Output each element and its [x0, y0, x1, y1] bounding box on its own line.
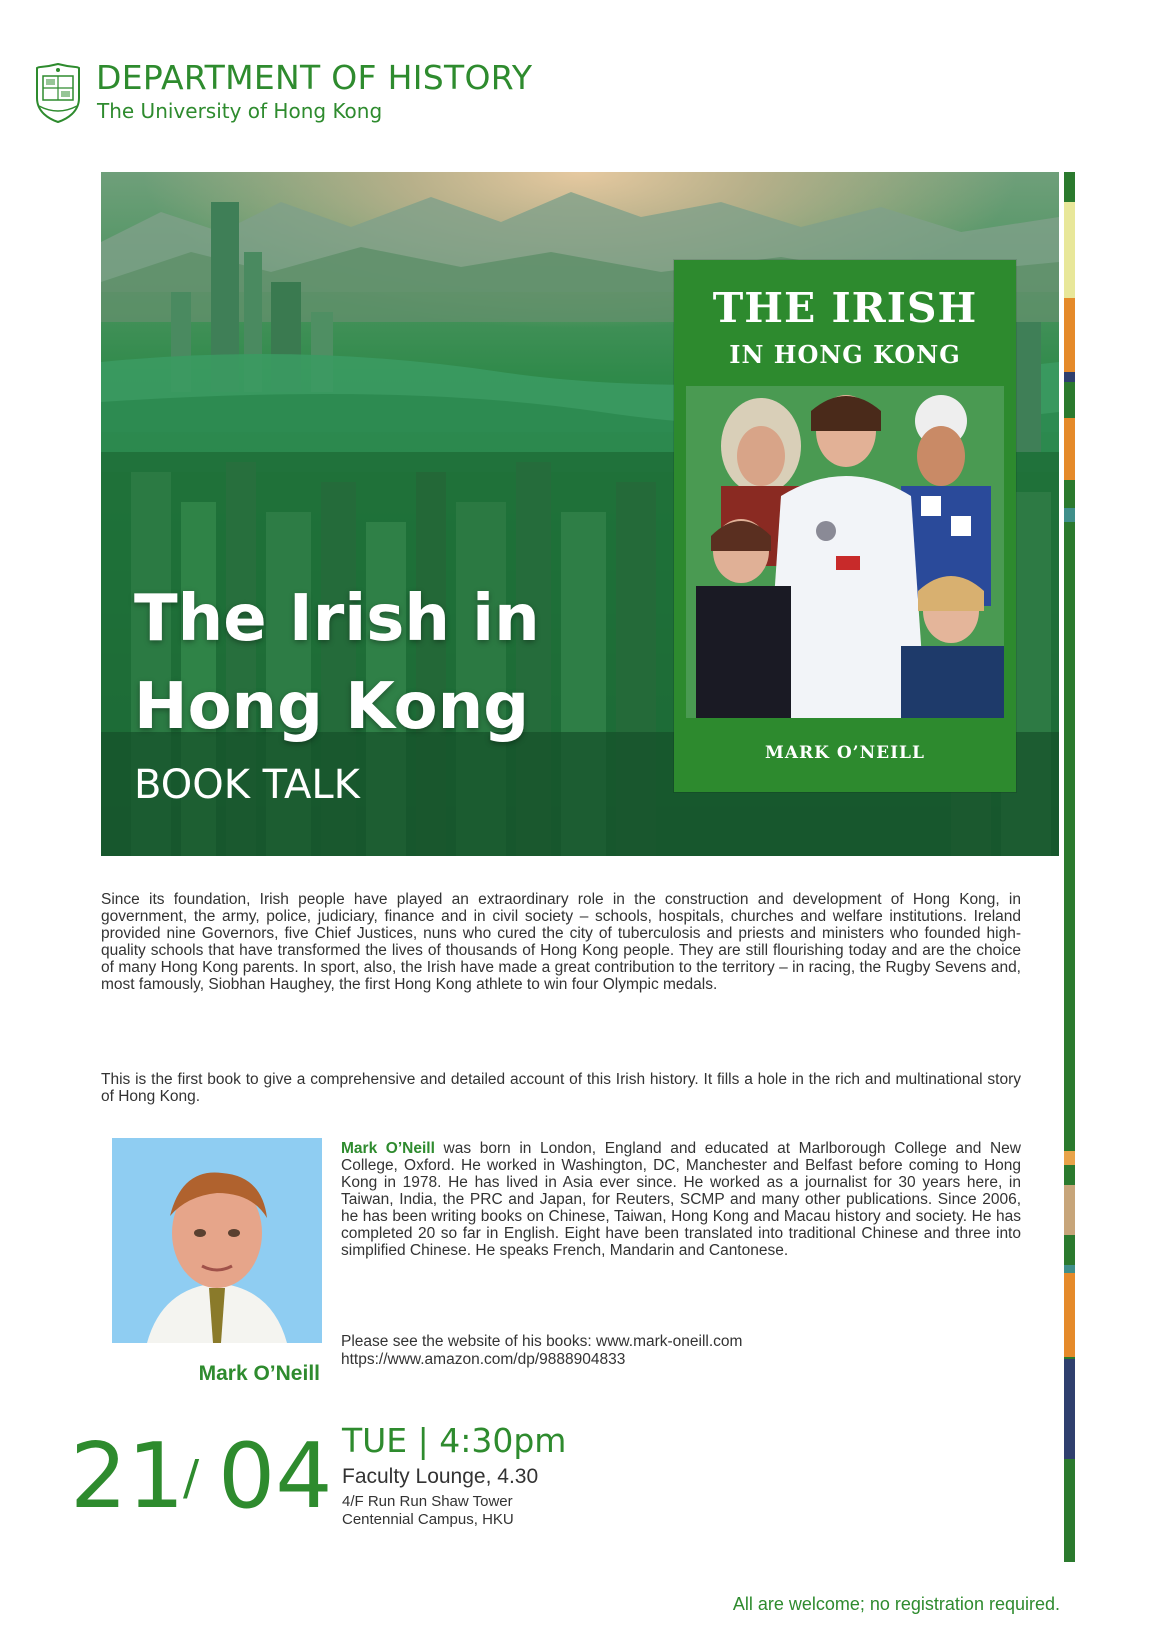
summary-paragraph: This is the first book to give a comprehensive and detailed account of this Irish history. It fills a hole in the rich and multinational story of Hong Kong. [101, 1071, 1021, 1105]
color-bar-segment [1064, 1185, 1075, 1235]
event-date-month: 04 [218, 1424, 333, 1529]
event-address-line1: 4/F Run Run Shaw Tower [342, 1493, 513, 1510]
website-link-text: Please see the website of his books: www.mark-oneill.com [341, 1333, 743, 1350]
amazon-link[interactable]: https://www.amazon.com/dp/9888904833 [341, 1351, 626, 1368]
book-author: MARK O’NEILL [765, 743, 925, 763]
color-bar-segment [1064, 172, 1075, 202]
author-bio-name: Mark O’Neill [341, 1140, 435, 1157]
color-bar-segment [1064, 1151, 1075, 1165]
hero-banner [101, 172, 1059, 856]
hero-subtitle: BOOK TALK [134, 762, 360, 808]
color-bar-segment [1064, 508, 1075, 522]
hero-title [134, 575, 540, 751]
hero-title-line1: The Irish in [134, 582, 540, 656]
hku-crest-icon [33, 62, 83, 124]
event-weekday-time: TUE | 4:30pm [342, 1421, 567, 1460]
color-bar-segment [1064, 418, 1075, 480]
color-bar-segment [1064, 1273, 1075, 1357]
author-photo-caption: Mark O’Neill [198, 1362, 320, 1385]
author-bio [341, 1140, 1021, 1259]
book-links [341, 1333, 742, 1369]
event-address [342, 1493, 514, 1529]
event-address-line2: Centennial Campus, HKU [342, 1511, 514, 1528]
decorative-color-bar [1064, 172, 1075, 1562]
book-title-line1: THE IRISH [712, 284, 978, 332]
event-date-day: 21 [70, 1424, 185, 1529]
department-title: DEPARTMENT OF HISTORY [96, 58, 533, 97]
color-bar-segment [1064, 298, 1075, 372]
color-bar-segment [1064, 372, 1075, 382]
book-cover [674, 260, 1016, 792]
author-portrait-image [112, 1138, 322, 1343]
event-date-separator: / [183, 1450, 200, 1506]
intro-paragraph: Since its foundation, Irish people have played an extraordinary role in the construction and development of Hong Kong, in government, the army, police, judiciary, finance and in civil society – schools, hospitals, churches and welfare institutions. Ireland provided nine Governors, five Chief Justices, nuns who cured the city of tuberculosis and priests and ministers who founded high-quality schools that have transformed the lives of thousands of Hong Kong people. They are still flourishing today and are the choice of many Hong Kong parents. In sport, also, the Irish have made a great contribution to the territory – in racing, the Rugby Sevens and, most famously, Siobhan Haughey, the first Hong Kong athlete to win four Olympic medals. [101, 891, 1021, 993]
event-venue: Faculty Lounge, 4.30 [342, 1465, 539, 1488]
color-bar-segment [1064, 1359, 1075, 1459]
registration-note: All are welcome; no registration required. [732, 1594, 1060, 1614]
author-bio-body: was born in London, England and educated at Marlborough College and New College, Oxford. He worked in Washington, DC, Manchester and Belfast before coming to Hong Kong in 1978. He has lived in Asia ever since. He worked as a journalist for 30 years here, in Taiwan, India, the PRC and Japan, for Reuters, SCMP and many other publications. Since 2006, he has been writing books on Chinese, Taiwan, Hong Kong and Macau history and society. He has completed 20 so far in English. Eight have been translated into traditional Chinese and three into simplified Chinese. He speaks French, Mandarin and Cantonese. [341, 1140, 1021, 1259]
book-title-line2: IN HONG KONG [729, 340, 961, 369]
author-photo [112, 1138, 322, 1343]
people-collage-image [686, 386, 1004, 718]
color-bar-segment [1064, 1265, 1075, 1273]
university-name: The University of Hong Kong [97, 99, 383, 123]
hero-title-line2: Hong Kong [134, 670, 529, 744]
color-bar-segment [1064, 202, 1075, 298]
book-cover-photo [686, 386, 1004, 718]
